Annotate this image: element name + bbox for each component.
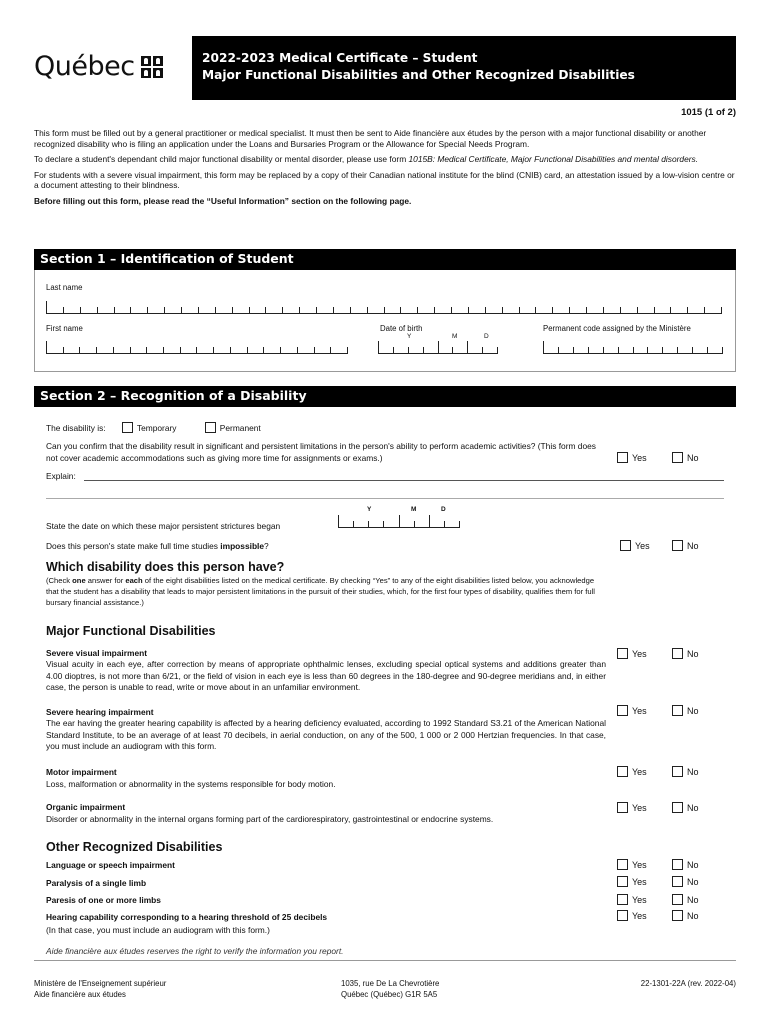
yes-label: Yes bbox=[632, 911, 647, 921]
paresis-no[interactable] bbox=[672, 894, 699, 906]
perm-code-field[interactable] bbox=[543, 342, 723, 354]
intro-p2-text: To declare a student's dependant child major functional disability or mental disorder, please use form bbox=[34, 154, 409, 164]
language-no[interactable] bbox=[672, 859, 699, 871]
temporary-option[interactable] bbox=[122, 423, 177, 433]
visual-text: Visual acuity in each eye, after correction by means of appropriate ophthalmic lenses, excluding special optical systems and additions greater than 4.00 dioptres, is not more than 6/21, or the field of vision in each eye is less than 60 degrees in the 180-degree and 90-degree meridians and, in either case, the person is unable to read, write or move about in an unfamiliar environment. bbox=[46, 659, 606, 692]
footer-form-code: 22-1301-22A (rev. 2022-04) bbox=[640, 979, 736, 988]
organic-yes[interactable] bbox=[617, 802, 647, 814]
footer-address bbox=[341, 978, 439, 1000]
disability-is-label: The disability is: bbox=[46, 423, 106, 433]
hearing-title: Severe hearing impairment bbox=[46, 707, 154, 717]
strictures-y-label: Y bbox=[367, 506, 372, 513]
logo-text: Québec bbox=[34, 51, 135, 82]
yes-label: Yes bbox=[632, 803, 647, 813]
dob-d-label: D bbox=[484, 333, 489, 340]
no-label: No bbox=[687, 877, 699, 887]
organic-yes-checkbox[interactable] bbox=[617, 802, 628, 813]
paresis-yes[interactable] bbox=[617, 894, 647, 906]
yes-label: Yes bbox=[632, 895, 647, 905]
language-yes-checkbox[interactable] bbox=[617, 859, 628, 870]
no-label: No bbox=[687, 895, 699, 905]
paresis-title: Paresis of one or more limbs bbox=[46, 895, 161, 905]
footer-address-line2: Québec (Québec) G1R 5A5 bbox=[341, 990, 438, 999]
last-name-label: Last name bbox=[46, 283, 83, 292]
motor-yes[interactable] bbox=[617, 766, 647, 778]
hearing25-title: Hearing capability corresponding to a hearing threshold of 25 decibels bbox=[46, 912, 328, 922]
which-disability-title: Which disability does this person have? bbox=[46, 560, 285, 574]
strictures-m-label: M bbox=[411, 506, 417, 513]
major-disabilities-title: Major Functional Disabilities bbox=[46, 624, 216, 638]
explain-line-1[interactable] bbox=[84, 480, 724, 481]
date-question: State the date on which these major persistent strictures began bbox=[46, 521, 281, 531]
hearing-no[interactable] bbox=[672, 705, 699, 717]
form-title-band bbox=[192, 36, 736, 100]
dob-field[interactable] bbox=[378, 342, 498, 354]
organic-text: Disorder or abnormality in the internal organs forming part of the cardiorespiratory, gastrointestinal or endocrine systems. bbox=[46, 814, 494, 824]
footer-ministry-line1: Ministère de l'Enseignement supérieur bbox=[34, 979, 167, 988]
paralysis-yes-checkbox[interactable] bbox=[617, 876, 628, 887]
visual-title: Severe visual impairment bbox=[46, 648, 148, 658]
fleur-de-lis-icon bbox=[141, 56, 163, 78]
permanent-label: Permanent bbox=[219, 423, 261, 433]
no-label: No bbox=[687, 860, 699, 870]
confirm-question: Can you confirm that the disability result in significant and persistent limitations in the person's ability to perform academic activities? (This form does not cover academic accommodations such as giving more time for assignments or exams.) bbox=[46, 441, 596, 463]
no-label: No bbox=[687, 767, 699, 777]
intro-p2 bbox=[34, 154, 736, 165]
footer-ministry bbox=[34, 978, 166, 1000]
yes-label: Yes bbox=[632, 860, 647, 870]
yes-label: Yes bbox=[632, 767, 647, 777]
no-label: No bbox=[687, 911, 699, 921]
temporary-label: Temporary bbox=[136, 423, 177, 433]
no-label: No bbox=[687, 541, 699, 551]
form-subtitle: Major Functional Disabilities and Other Recognized Disabilities bbox=[202, 68, 635, 82]
motor-no[interactable] bbox=[672, 766, 699, 778]
confirm-no[interactable] bbox=[672, 452, 699, 464]
footer-ministry-line2: Aide financière aux études bbox=[34, 990, 126, 999]
visual-yes-checkbox[interactable] bbox=[617, 648, 628, 659]
section1-box bbox=[34, 270, 736, 372]
visual-no-checkbox[interactable] bbox=[672, 648, 683, 659]
yes-label: Yes bbox=[635, 541, 650, 551]
which-disability-note bbox=[46, 575, 608, 608]
paralysis-no[interactable] bbox=[672, 876, 699, 888]
fulltime-q-text: Does this person's state make full time studies bbox=[46, 541, 221, 551]
hearing-no-checkbox[interactable] bbox=[672, 705, 683, 716]
motor-text: Loss, malformation or abnormality in the systems responsible for body motion. bbox=[46, 779, 336, 789]
organic-no[interactable] bbox=[672, 802, 699, 814]
permanent-option[interactable] bbox=[205, 423, 261, 433]
yes-label: Yes bbox=[632, 877, 647, 887]
motor-no-checkbox[interactable] bbox=[672, 766, 683, 777]
intro-p2-form-ref: 1015B: Medical Certificate, Major Functional Disabilities and mental disorders. bbox=[408, 154, 699, 164]
hearing-yes-checkbox[interactable] bbox=[617, 705, 628, 716]
section2-bottom-rule bbox=[34, 960, 736, 961]
dob-y-label: Y bbox=[407, 333, 412, 340]
note-text-3: of the eight disabilities listed on the medical certificate. By checking “Yes” to any of the eight disabilities listed below, you acknowledge that the student has a disability that leads to major persistent limitations in the pursuit of their studies, which, for the first four types of disability, qualifies them for full bursary financial assistance.) bbox=[46, 576, 595, 607]
permanent-checkbox[interactable] bbox=[205, 422, 216, 433]
explain-line-2[interactable] bbox=[46, 498, 724, 499]
no-label: No bbox=[687, 706, 699, 716]
paralysis-title: Paralysis of a single limb bbox=[46, 878, 147, 888]
intro-p4: Before filling out this form, please read the “Useful Information” section on the following page. bbox=[34, 195, 412, 206]
yes-label: Yes bbox=[632, 453, 647, 463]
language-yes[interactable] bbox=[617, 859, 647, 871]
paresis-yes-checkbox[interactable] bbox=[617, 894, 628, 905]
first-name-label: First name bbox=[46, 324, 83, 333]
form-title: 2022-2023 Medical Certificate – Student bbox=[202, 51, 478, 65]
visual-no[interactable] bbox=[672, 648, 699, 660]
hearing25-yes[interactable] bbox=[617, 910, 647, 922]
first-name-field[interactable] bbox=[46, 342, 348, 354]
motor-yes-checkbox[interactable] bbox=[617, 766, 628, 777]
perm-code-label: Permanent code assigned by the Ministère bbox=[543, 324, 691, 333]
paralysis-yes[interactable] bbox=[617, 876, 647, 888]
verification-note: Aide financière aux études reserves the right to verify the information you report. bbox=[46, 946, 344, 956]
note-one: one bbox=[72, 576, 86, 585]
yes-label: Yes bbox=[632, 706, 647, 716]
no-label: No bbox=[687, 649, 699, 659]
intro-p3: For students with a severe visual impairment, this form may be replaced by a copy of their Canadian national institute for the blind (CNIB) card, an attestation issued by a low-vision centre or a document attesting to their blindness. bbox=[34, 169, 735, 190]
fulltime-no[interactable] bbox=[672, 540, 699, 552]
last-name-field[interactable] bbox=[46, 302, 722, 314]
no-label: No bbox=[687, 453, 699, 463]
section2-title: Section 2 – Recognition of a Disability bbox=[34, 386, 736, 407]
other-disabilities-title: Other Recognized Disabilities bbox=[46, 840, 223, 854]
quebec-logo bbox=[34, 50, 163, 84]
strictures-date-field[interactable] bbox=[338, 516, 460, 528]
confirm-no-checkbox[interactable] bbox=[672, 452, 683, 463]
temporary-checkbox[interactable] bbox=[122, 422, 133, 433]
organic-title: Organic impairment bbox=[46, 802, 126, 812]
fulltime-no-checkbox[interactable] bbox=[672, 540, 683, 551]
hearing25-yes-checkbox[interactable] bbox=[617, 910, 628, 921]
note-text-1: (Check bbox=[46, 576, 73, 585]
intro-text bbox=[34, 128, 736, 211]
intro-p1: This form must be filled out by a general practitioner or medical specialist. It must then be sent to Aide financière aux études by the person with a major functional disability or another recognized disability who is filing an application under the Loans and Bursaries Program or the Allowance for Special Needs Program. bbox=[34, 128, 707, 149]
section1-title: Section 1 – Identification of Student bbox=[34, 249, 736, 270]
visual-yes[interactable] bbox=[617, 648, 647, 660]
yes-label: Yes bbox=[632, 649, 647, 659]
dob-m-label: M bbox=[452, 333, 458, 340]
hearing25-no[interactable] bbox=[672, 910, 699, 922]
note-text-2: answer for bbox=[85, 576, 126, 585]
fulltime-q-bold: impossible bbox=[220, 541, 265, 551]
fulltime-yes-checkbox[interactable] bbox=[620, 540, 631, 551]
organic-no-checkbox[interactable] bbox=[672, 802, 683, 813]
strictures-d-label: D bbox=[441, 506, 446, 513]
hearing-yes[interactable] bbox=[617, 705, 647, 717]
dob-label: Date of birth bbox=[380, 324, 423, 333]
hearing25-note: (In that case, you must include an audiogram with this form.) bbox=[46, 925, 270, 935]
motor-title: Motor impairment bbox=[46, 767, 117, 777]
form-number: 1015 (1 of 2) bbox=[681, 107, 736, 118]
confirm-yes[interactable] bbox=[617, 452, 647, 464]
paralysis-no-checkbox[interactable] bbox=[672, 876, 683, 887]
language-title: Language or speech impairment bbox=[46, 860, 175, 870]
paresis-no-checkbox[interactable] bbox=[672, 894, 683, 905]
hearing25-no-checkbox[interactable] bbox=[672, 910, 683, 921]
disability-type-row bbox=[46, 422, 261, 434]
no-label: No bbox=[687, 803, 699, 813]
fulltime-yes[interactable] bbox=[620, 540, 650, 552]
footer-address-line1: 1035, rue De La Chevrotière bbox=[341, 979, 440, 988]
note-each: each bbox=[125, 576, 143, 585]
language-no-checkbox[interactable] bbox=[672, 859, 683, 870]
confirm-yes-checkbox[interactable] bbox=[617, 452, 628, 463]
hearing-text: The ear having the greater hearing capability is affected by a hearing deficiency evaluated, according to 1992 Standard S3.21 of the American National Standard Institute, to be an average of at least 70 decibels, in aerial conduction, on any of the 500, 1 000 or 2 000 Hertzian frequencies. In that case, you must include an audiogram with this form. bbox=[46, 718, 606, 751]
fulltime-q-suffix: ? bbox=[264, 541, 269, 551]
fulltime-question bbox=[46, 541, 269, 552]
explain-label: Explain: bbox=[46, 471, 76, 481]
